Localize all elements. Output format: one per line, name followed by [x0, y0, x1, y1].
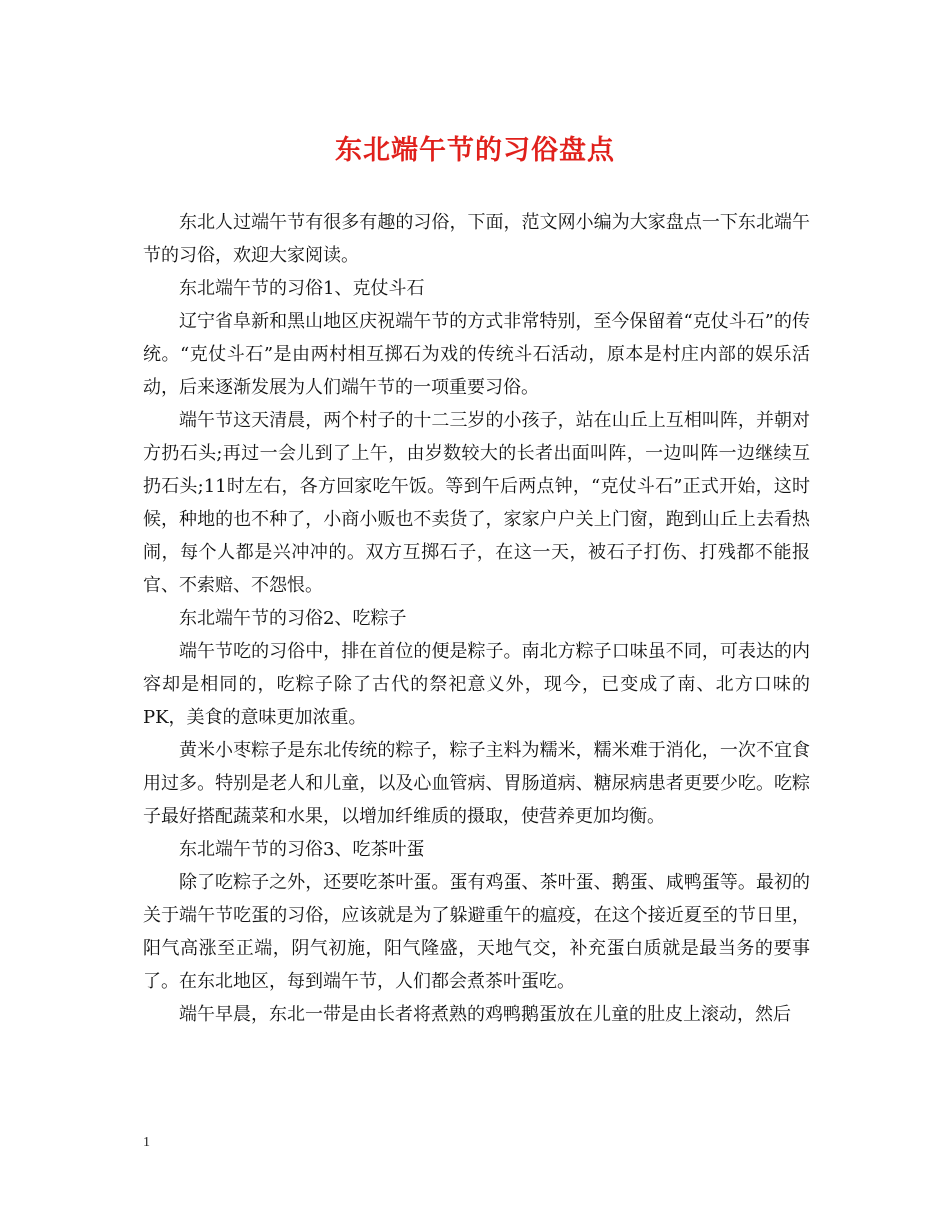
paragraph: 端午节这天清晨，两个村子的十二三岁的小孩子，站在山丘上互相叫阵，并朝对方扔石头;再过一会儿到了上午，由岁数较大的长者出面叫阵，一边叫阵一边继续互扔石头;11时左右，各方回家吃午饭。等到午后两点钟，“克仗斗石”正式开始，这时候，种地的也不种了，小商小贩也不卖货了，家家户户关上门窗，跑到山丘上去看热闹，每个人都是兴冲冲的。双方互掷石子，在这一天，被石子打伤、打残都不能报官、不索赔、不怨恨。 [143, 410, 810, 596]
document-body [143, 206, 810, 1031]
document-title: 东北端午节的习俗盘点 [335, 135, 615, 166]
paragraph-intro: 东北人过端午节有很多有趣的习俗，下面，范文网小编为大家盘点一下东北端午节的习俗，欢迎大家阅读。 [143, 212, 810, 266]
paragraph: 辽宁省阜新和黑山地区庆祝端午节的方式非常特别，至今保留着“克仗斗石”的传统。“克仗斗石”是由两村相互掷石为戏的传统斗石活动，原本是村庄内部的娱乐活动，后来逐渐发展为人们端午节的一项重要习俗。 [143, 311, 810, 398]
page-number: 1 [143, 1135, 150, 1150]
paragraph: 除了吃粽子之外，还要吃茶叶蛋。蛋有鸡蛋、茶叶蛋、鹅蛋、咸鸭蛋等。最初的关于端午节吃蛋的习俗，应该就是为了躲避重午的瘟疫，在这个接近夏至的节日里，阳气高涨至正端，阴气初施，阳气隆盛，天地气交，补充蛋白质就是最当务的要事了。在东北地区，每到端午节，人们都会煮茶叶蛋吃。 [143, 872, 810, 992]
section-heading-1: 东北端午节的习俗1、克仗斗石 [179, 278, 425, 299]
section-heading-3: 东北端午节的习俗3、吃茶叶蛋 [179, 839, 425, 860]
section-heading-2: 东北端午节的习俗2、吃粽子 [179, 608, 407, 629]
paragraph: 端午节吃的习俗中，排在首位的便是粽子。南北方粽子口味虽不同，可表达的内容却是相同的，吃粽子除了古代的祭祀意义外，现今，已变成了南、北方口味的PK，美食的意味更加浓重。 [143, 641, 810, 728]
paragraph: 端午早晨，东北一带是由长者将煮熟的鸡鸭鹅蛋放在儿童的肚皮上滚动，然后 [179, 1004, 791, 1025]
paragraph: 黄米小枣粽子是东北传统的粽子，粽子主料为糯米，糯米难于消化，一次不宜食用过多。特别是老人和儿童，以及心血管病、胃肠道病、糖尿病患者更要少吃。吃粽子最好搭配蔬菜和水果，以增加纤维质的摄取，使营养更加均衡。 [143, 740, 810, 827]
